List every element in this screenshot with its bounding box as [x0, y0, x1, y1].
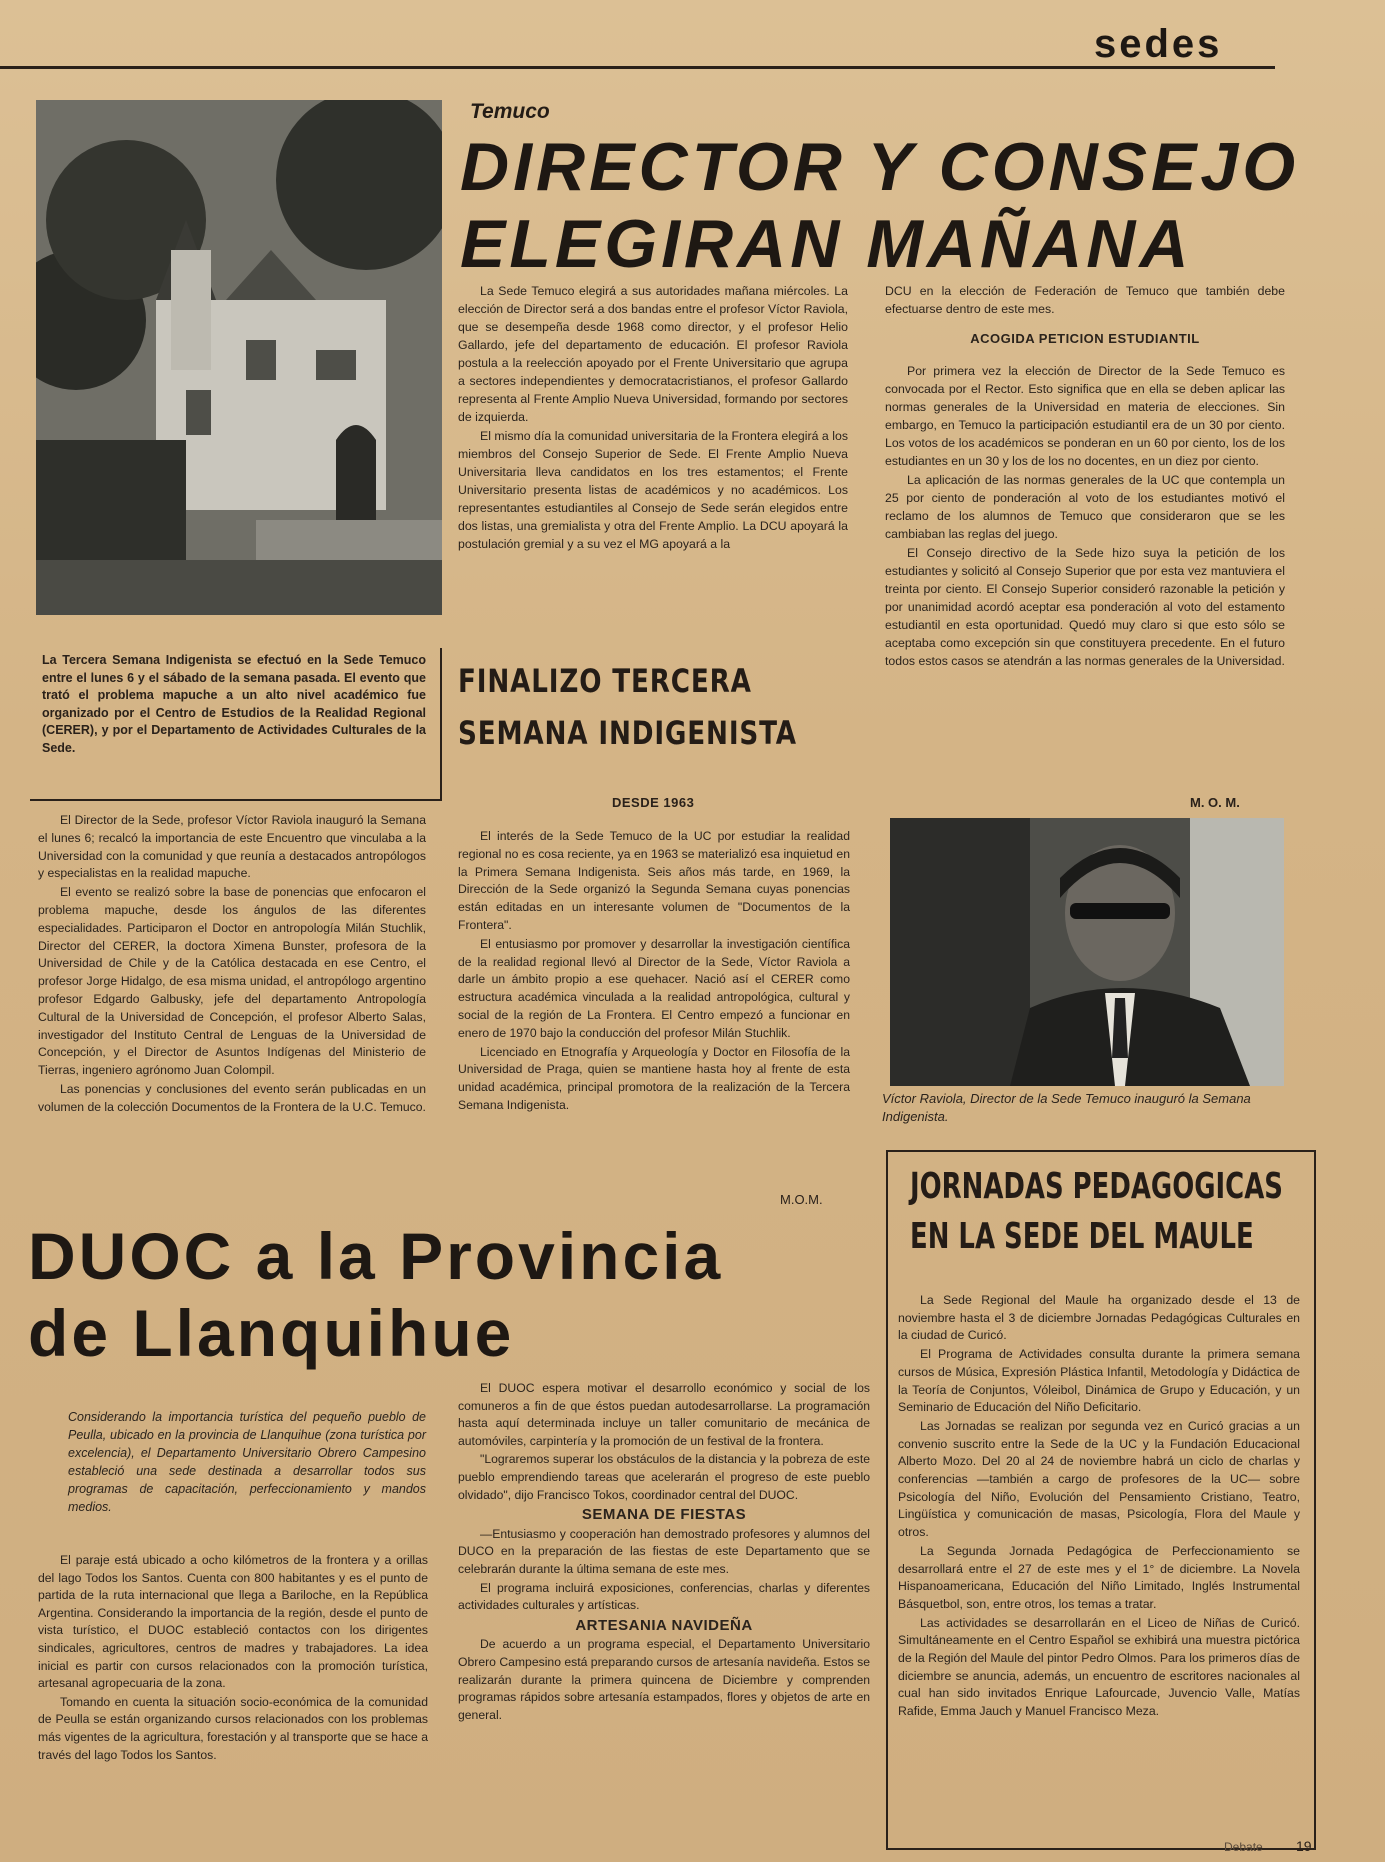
paragraph: El DUOC espera motivar el desarrollo económico y social de los comuneros a fin de que éstos puedan autodesarrollarse. La programación hasta aquí determinada incluye un taller comunitario de mecánica de automóviles, carpintería y la promoción de un festival de la frontera.: [458, 1381, 870, 1448]
temuco-column-2: [885, 282, 1285, 671]
raviola-photo: [890, 818, 1284, 1086]
paragraph: El evento se realizó sobre la base de ponencias que enfocaron el problema mapuche, desde los ángulos de las diferentes especialidades. Participaron el Doctor en antropología Milán Stuchlik, Director del CERER, la doctora Ximena Bunster, profesora de la Universidad de Chile y de la Católica destacada en ese Centro, el profesor Jorge Hidalgo, de esa misma unidad, el antropólogo argentino profesor Edgardo Galbusky, jefe del departamento Antropología Cultural de la Universidad de Concepción, el profesor Alberto Salas, investigador del Instituto Central de Lenguas de la Universidad de Concepción, y el Director de Asuntos Indígenas del Ministerio de Tierras, ingeniero agrónomo Juan Colompil.: [38, 885, 426, 1078]
indigenista-headline-1: FINALIZO TERCERA: [458, 662, 752, 700]
subhead-desde: DESDE 1963: [612, 795, 695, 810]
temuco-column-1: [458, 282, 848, 554]
paragraph: DCU en la elección de Federación de Temuco que también debe efectuarse dentro de este mes.: [885, 284, 1285, 316]
indigenista-column-1: [38, 812, 426, 1118]
temuco-kicker: Temuco: [470, 100, 550, 123]
maule-column: [898, 1292, 1300, 1722]
paragraph: La Sede Regional del Maule ha organizado desde el 13 de noviembre hasta el 3 de diciembre Jornadas Pedagógicas Culturales en la ciudad de Curicó.: [898, 1293, 1300, 1343]
paragraph: El Consejo directivo de la Sede hizo suya la petición de los estudiantes y solicitó al Consejo Superior que por esta vez mantuviera el treinta por ciento. El Consejo Superior consideró razonable la petición y por unanimidad acordó aceptar esa ponderación al voto del estamento estudiantil en esta oportunidad. Quedó muy claro si que esto sólo se aceptaba como excepción sin que constituyera precedente. En el futuro todos estos casos se atendrán a las normas generales de la Universidad.: [885, 546, 1285, 668]
maule-headline-1: JORNADAS PEDAGOGICAS: [910, 1166, 1283, 1207]
paragraph: —Entusiasmo y cooperación han demostrado profesores y alumnos del DUCO en la preparación de las fiestas de este Departamento que se celebrarán durante la última semana de este mes.: [458, 1526, 870, 1576]
maule-box: [886, 1150, 1316, 1850]
section-title: sedes: [1094, 22, 1223, 66]
subhead-artesania: ARTESANIA NAVIDEÑA: [575, 1616, 753, 1634]
paragraph: Las ponencias y conclusiones del evento serán publicadas en un volumen de la colección Documentos de la Frontera de la U.C. Temuco.: [38, 1081, 426, 1114]
subhead-fiestas: SEMANA DE FIESTAS: [581, 1506, 747, 1524]
header-rule: [0, 66, 1275, 69]
subhead-peticion: ACOGIDA PETICION ESTUDIANTIL: [970, 331, 1200, 346]
indigenista-headline: [458, 662, 858, 752]
footer-page-number: 19: [1296, 1838, 1312, 1854]
indigenista-headline-2: SEMANA INDIGENISTA: [458, 714, 797, 752]
indigenista-box: [30, 648, 442, 801]
duoc-headline-1: DUOC a la Provincia: [28, 1219, 724, 1293]
photo-caption: Víctor Raviola, Director de la Sede Temuco inauguró la Semana Indigenista.: [882, 1091, 1251, 1124]
building-photo: [36, 100, 442, 615]
temuco-signature: M. O. M.: [1190, 795, 1240, 810]
duoc-column-2: [458, 1380, 870, 1725]
footer-magazine: Debate: [1224, 1840, 1263, 1854]
paragraph: El Programa de Actividades consulta durante la primera semana cursos de Música, Expresión Plástica Infantil, Metodología y Didáctica de la Teoría de Conjuntos, Vóleibol, Dinámica de Grupo y Educación, y un Seminario de Educación del Niño Deficitario.: [898, 1347, 1300, 1415]
duoc-headline-2: de Llanquihue: [28, 1296, 515, 1370]
paragraph: El mismo día la comunidad universitaria de la Frontera elegirá a los miembros del Consejo Superior de Sede. El Frente Amplio Nueva Universitaria lleva candidatos en los tres estamentos; el Frente Universitario presenta listas de académicos y no académicos. Los representantes estudiantiles al Consejo de Sede serán elegidos entre dos listas, una gremialista y otra del Frente Amplio. La DCU apoyará la postulación gremial y a su vez el MG apoyará a la: [458, 429, 848, 551]
paragraph: La aplicación de las normas generales de la UC que contempla un 25 por ciento de ponderación al voto de los estudiantes motivó el reclamo de los alumnos de Temuco que consideraron que se les cambiaban las reglas del juego.: [885, 473, 1285, 541]
paragraph: El interés de la Sede Temuco de la UC por estudiar la realidad regional no es cosa reciente, ya en 1963 se materializó esa inquietud en la Primera Semana Indigenista. Seis años más tarde, en 1969, la Dirección de la Sede organizó la Segunda Semana cuyas ponencias están editadas en un interesante volumen de "Documentos de la Frontera".: [458, 829, 850, 932]
indigenista-signature: M.O.M.: [780, 1192, 823, 1207]
paragraph: Las Jornadas se realizan por segunda vez en Curicó gracias a un convenio suscrito entre la Sede de la UC y la Fundación Educacional Alberto Mozo. Del 20 al 24 de noviembre habrá un ciclo de charlas y conferencias —también a cargo de profesores de la UC— sobre Psicología del Niño, Evolución del Pensamiento Cristiano, Teatro, Lingüística y comunicación de masas, Psicología, Flora del Maule y otros.: [898, 1418, 1300, 1540]
paragraph: Tomando en cuenta la situación socio-económica de la comunidad de Peulla se están organizando cursos relacionados con los problemas más vigentes de la agricultura, forestación y al transporte que se hace a través del lago Todos los Santos.: [38, 1694, 428, 1762]
building-illustration: [36, 100, 442, 615]
indigenista-box-text: La Tercera Semana Indigenista se efectuó en la Sede Temuco entre el lunes 6 y el sábado de la semana pasada. El evento que trató el problema mapuche a un alto nivel académico fue organizado por el Centro de Estudios de la Realidad Regional (CERER), y por el Departamento de Actividades Culturales de la Sede.: [42, 653, 426, 755]
duoc-intro: Considerando la importancia turística del pequeño pueblo de Peulla, ubicado en la provincia de Llanquihue (zona turística por excelencia), el Departamento Universitario Obrero Campesino estableció una sede destinada a desarrollar todos sus programas de capacitación, perfeccionamiento y mandos medios.: [68, 1410, 426, 1514]
paragraph: Las actividades se desarrollarán en el Liceo de Niñas de Curicó. Simultáneamente en el Centro Español se exhibirá una muestra pictórica de la Región del Maule del pintor Pedro Olmos. Para los primeros días de diciembre se anuncia, además, un encuentro de escritores nacionales al cual han sido invitados Enrique Lafourcade, Juvencio Valle, Matías Rafide, Emma Jauch y Manuel Francisco Meza.: [898, 1615, 1300, 1719]
paragraph: La Segunda Jornada Pedagógica de Perfeccionamiento se desarrollará entre el 27 de este mes y el 1° de diciembre. La Novela Hispanoamericana, Educación del Niño Limitado, Inglés Instrumental Básquetbol, son, entre otros, los temas a tratar.: [898, 1543, 1300, 1611]
paragraph: El paraje está ubicado a ocho kilómetros de la frontera y a orillas del lago Todos los Santos. Cuenta con 800 habitantes y es el punto de partida de la ruta internacional que llega a Bariloche, en la República Argentina. Considerando la importancia de la región, desde el punto de vista turístico, el DUOC estableció contactos con los dirigentes sindicales, agricultores, centros de madres y trabajadores. La idea inicial es partir con cursos relacionados con la promoción turística, artesanal agropecuaria de la zona.: [38, 1553, 428, 1691]
paragraph: El entusiasmo por promover y desarrollar la investigación científica de la realidad regional llevó al Director de la Sede, Víctor Raviola a darle un ámbito propio a ese quehacer. Nació así el CERER como estructura académica vinculada a la realidad antropológica, cultural y social de la región de La Frontera. El Centro empezó a funcionar en enero de 1970 bajo la conducción del profesor Milán Stuchlik.: [458, 936, 850, 1040]
portrait-illustration: [890, 818, 1284, 1086]
paragraph: "Lograremos superar los obstáculos de la distancia y la pobreza de este pueblo emprendiendo tareas que acelerarán el progreso de este pueblo olvidado", dijo Francisco Tokos, coordinador central del DUOC.: [458, 1452, 870, 1502]
paragraph: El Director de la Sede, profesor Víctor Raviola inauguró la Semana el lunes 6; recalcó la importancia de este Encuentro que vinculaba a la Universidad con la comunidad y que reunía a destacados antropólogos y especialistas en la realidad mapuche.: [38, 813, 426, 881]
temuco-headline-1: DIRECTOR Y CONSEJO: [460, 129, 1300, 205]
paragraph: De acuerdo a un programa especial, el Departamento Universitario Obrero Campesino está preparando cursos de artesanía navideña. Estos se realizarán durante la primera quincena de Diciembre y comprenden programas rápidos sobre artesanía estampados, flores y objetos de arte en general.: [458, 1637, 870, 1722]
duoc-column-1: [38, 1552, 428, 1765]
paragraph: El programa incluirá exposiciones, conferencias, charlas y diferentes actividades culturales y artísticas.: [458, 1580, 870, 1613]
paragraph: La Sede Temuco elegirá a sus autoridades mañana miércoles. La elección de Director será a dos bandas entre el profesor Víctor Raviola, que se desempeña desde 1968 como director, y el profesor Helio Gallardo, jefe del departamento de educación. El profesor Raviola postula a la reelección apoyado por el Frente Universitario que agrupa a sectores independientes y democratacristianos, el profesor Gallardo representa al Frente Amplio Nueva Universidad, formando por sectores de izquierda.: [458, 284, 848, 424]
maule-headline-2: EN LA SEDE DEL MAULE: [910, 1216, 1254, 1257]
temuco-headline-2: ELEGIRAN MAÑANA: [460, 206, 1193, 282]
paragraph: Licenciado en Etnografía y Arqueología y Doctor en Filosofía de la Universidad de Praga, quien se mantiene hasta hoy al frente de esta unidad académica, principal promotora de la realización de la Tercera Semana Indigenista.: [458, 1044, 850, 1112]
indigenista-column-2: [458, 828, 850, 1116]
paragraph: Por primera vez la elección de Director de la Sede Temuco es convocada por el Rector. Esto significa que en ella se deben aplicar las normas generales de la Universidad en materia de elecciones. Sin embargo, en Temuco la participación estudiantil era de un 30 por ciento. Los votos de los académicos se ponderan en un 60 por ciento, los de los estudiantes en un 30 y los de los no docentes, en un diez por ciento.: [885, 364, 1285, 468]
